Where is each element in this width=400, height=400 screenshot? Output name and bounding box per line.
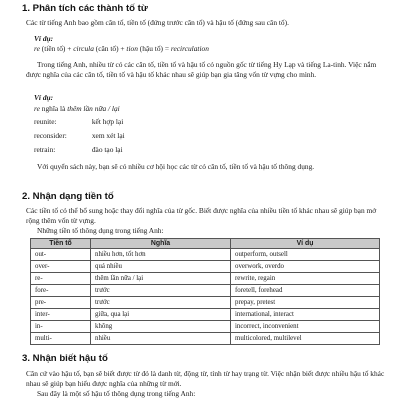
section3-next-line: Sau đây là một số hậu tố thông dụng trong tiếng Anh: [37, 389, 196, 398]
example-cell: incorrect, inconvenient [231, 321, 380, 333]
meaning-cell: giữa, qua lại [91, 309, 231, 321]
example-cell: outperform, outsell [231, 249, 380, 261]
example-cell: prepay, pretest [231, 297, 380, 309]
section2-heading: 2. Nhận dạng tiền tố [22, 191, 114, 202]
example-label: Ví dụ: [34, 34, 54, 43]
column-header: Ví dụ [231, 239, 380, 249]
meaning-cell: thêm lần nữa / lại [91, 273, 231, 285]
table-caption: Những tiền tố thông dụng trong tiếng Anh: [37, 226, 164, 235]
table-row [31, 261, 380, 273]
table-row [31, 273, 380, 285]
example2-intro [34, 104, 120, 113]
prefix-cell: pre- [31, 297, 91, 309]
prefix-gloss: (tiền tố) + [41, 44, 72, 53]
pair-meaning: kết hợp lại [91, 117, 124, 126]
prefix-table [30, 238, 380, 345]
meaning-cell: nhiều [91, 333, 231, 345]
pair-word: reconsider: [34, 131, 67, 140]
pair-word: reunite: [34, 117, 57, 126]
table-row [31, 333, 380, 345]
meaning-cell: quá nhiều [91, 261, 231, 273]
pair-meaning: xem xét lại [91, 131, 125, 140]
section1-heading: 1. Phân tích các thành tố từ [22, 3, 148, 14]
means-text: nghĩa là [41, 104, 66, 113]
table-header-row [31, 239, 380, 249]
prefix-cell: multi- [31, 333, 91, 345]
example-cell: international, interact [231, 309, 380, 321]
meaning-cell: trước [91, 297, 231, 309]
pair-meaning: đào tạo lại [91, 145, 123, 154]
table-row [31, 309, 380, 321]
prefix-cell: fore- [31, 285, 91, 297]
root-gloss: (căn tố) + [95, 44, 125, 53]
root-term: circula [73, 44, 94, 53]
example-equation [34, 44, 209, 53]
prefix-cell: inter- [31, 309, 91, 321]
section2-intro: Các tiền tố có thể bổ sung hoặc thay đổi nghĩa của từ gốc. Biết được nghĩa của nhiều tiền tố khác nhau sẽ giúp bạn mở rộng thêm vốn từ vựng. [26, 206, 377, 225]
column-header: Tiền tố [31, 239, 91, 249]
prefix-cell: out- [31, 249, 91, 261]
suffix-term: tion [126, 44, 138, 53]
suffix-gloss: (hậu tố) = [139, 44, 169, 53]
prefix-term: re [34, 44, 40, 53]
meaning-cell: không [91, 321, 231, 333]
section3-heading: 3. Nhận biết hậu tố [22, 353, 108, 364]
prefix-cell: in- [31, 321, 91, 333]
section1-closing: Với quyển sách này, bạn sẽ có nhiều cơ hội học các từ có căn tố, tiền tố và hậu tố thông dụng. [37, 162, 315, 171]
table-row [31, 297, 380, 309]
section1-intro: Các từ tiếng Anh bao gồm căn tố, tiền tố (đứng trước căn tố) và hậu tố (đứng sau căn tố). [26, 18, 289, 27]
example-cell: overwork, overdo [231, 261, 380, 273]
example-cell: multicolored, multilevel [231, 333, 380, 345]
section3-intro: Căn cứ vào hậu tố, bạn sẽ biết được từ đó là danh từ, động từ, tính từ hay trạng từ. Việc nhận biết được nhiều hậu tố khác nhau sẽ giúp bạn hiểu được nghĩa của những từ mới. [26, 369, 385, 388]
example-cell: foretell, forehead [231, 285, 380, 297]
result-term: recirculation [170, 44, 209, 53]
prefix-cell: over- [31, 261, 91, 273]
meaning-cell: nhiều hơn, tốt hơn [91, 249, 231, 261]
pair-word: retrain: [34, 145, 56, 154]
example-pair [34, 131, 125, 140]
table-row [31, 249, 380, 261]
prefix-cell: re- [31, 273, 91, 285]
table-row [31, 285, 380, 297]
meaning-cell: trước [91, 285, 231, 297]
example-cell: rewrite, regain [231, 273, 380, 285]
example2-label: Ví dụ: [34, 93, 54, 102]
re-term: re [34, 104, 40, 113]
example-pair [34, 145, 123, 154]
section1-paragraph: Trong tiếng Anh, nhiều từ có các căn tố, tiền tố và hậu tố có nguồn gốc từ tiếng Hy Lạp và tiếng La-tinh. Việc nắm được nghĩa của các căn tố, tiền tố và hậu tố khác nhau sẽ giúp bạn gia tăng vốn từ vựng cho mình. [26, 60, 377, 79]
table-row [31, 321, 380, 333]
example-pair [34, 117, 123, 126]
again-text: thêm lần nữa / lại [67, 104, 120, 113]
column-header: Nghĩa [91, 239, 231, 249]
